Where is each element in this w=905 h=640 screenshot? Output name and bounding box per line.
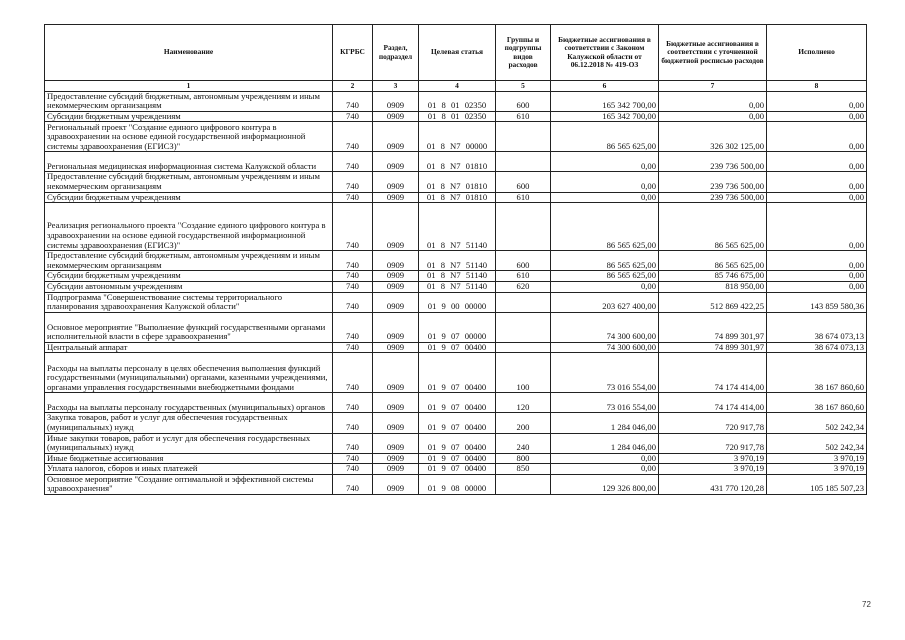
cell-name: Подпрограмма "Совершенствование системы территориального планирования здравоохранения Калужской области" bbox=[45, 292, 333, 312]
cell-target: 01 9 07 00400 bbox=[419, 433, 496, 453]
column-number: 7 bbox=[659, 81, 767, 92]
cell-section: 0909 bbox=[373, 172, 419, 192]
cell-section: 0909 bbox=[373, 122, 419, 152]
cell-target: 01 9 07 00400 bbox=[419, 393, 496, 413]
cell-law: 0,00 bbox=[551, 192, 659, 203]
cell-executed: 143 859 580,36 bbox=[767, 292, 867, 312]
cell-executed: 0,00 bbox=[767, 192, 867, 203]
header-refined: Бюджетные ассигнования в соответствии с уточненной бюджетной росписью расходов bbox=[659, 25, 767, 81]
cell-group: 850 bbox=[496, 464, 551, 475]
cell-section: 0909 bbox=[373, 413, 419, 433]
cell-kgrbs: 740 bbox=[333, 464, 373, 475]
cell-refined: 74 174 414,00 bbox=[659, 393, 767, 413]
cell-executed: 0,00 bbox=[767, 271, 867, 282]
cell-law: 74 300 600,00 bbox=[551, 312, 659, 342]
cell-law: 86 565 625,00 bbox=[551, 122, 659, 152]
cell-kgrbs: 740 bbox=[333, 413, 373, 433]
cell-kgrbs: 740 bbox=[333, 453, 373, 464]
cell-group bbox=[496, 203, 551, 251]
table-row bbox=[45, 342, 867, 353]
cell-group bbox=[496, 152, 551, 172]
cell-refined: 0,00 bbox=[659, 91, 767, 111]
cell-group: 600 bbox=[496, 251, 551, 271]
cell-law: 1 284 046,00 bbox=[551, 433, 659, 453]
cell-section: 0909 bbox=[373, 192, 419, 203]
cell-law: 1 284 046,00 bbox=[551, 413, 659, 433]
cell-name: Предоставление субсидий бюджетным, автономным учреждениям и иным некоммерческим организациям bbox=[45, 91, 333, 111]
cell-refined: 326 302 125,00 bbox=[659, 122, 767, 152]
cell-name: Предоставление субсидий бюджетным, автономным учреждениям и иным некоммерческим организациям bbox=[45, 172, 333, 192]
cell-group bbox=[496, 342, 551, 353]
cell-target: 01 8 N7 01810 bbox=[419, 192, 496, 203]
cell-kgrbs: 740 bbox=[333, 433, 373, 453]
cell-target: 01 8 01 02350 bbox=[419, 111, 496, 122]
cell-refined: 0,00 bbox=[659, 111, 767, 122]
cell-group: 240 bbox=[496, 433, 551, 453]
cell-executed: 0,00 bbox=[767, 122, 867, 152]
cell-section: 0909 bbox=[373, 203, 419, 251]
cell-kgrbs: 740 bbox=[333, 111, 373, 122]
cell-law: 86 565 625,00 bbox=[551, 203, 659, 251]
cell-group: 120 bbox=[496, 393, 551, 413]
cell-name: Центральный аппарат bbox=[45, 342, 333, 353]
cell-kgrbs: 740 bbox=[333, 192, 373, 203]
header-groups: Группы и подгруппы видов расходов bbox=[496, 25, 551, 81]
cell-kgrbs: 740 bbox=[333, 122, 373, 152]
cell-executed: 0,00 bbox=[767, 111, 867, 122]
cell-section: 0909 bbox=[373, 464, 419, 475]
cell-law: 129 326 800,00 bbox=[551, 474, 659, 494]
cell-target: 01 9 00 00000 bbox=[419, 292, 496, 312]
cell-refined: 818 950,00 bbox=[659, 281, 767, 292]
cell-refined: 431 770 120,28 bbox=[659, 474, 767, 494]
cell-kgrbs: 740 bbox=[333, 251, 373, 271]
page-number: 72 bbox=[862, 600, 871, 609]
cell-section: 0909 bbox=[373, 353, 419, 393]
cell-kgrbs: 740 bbox=[333, 312, 373, 342]
cell-refined: 74 899 301,97 bbox=[659, 342, 767, 353]
cell-executed: 0,00 bbox=[767, 172, 867, 192]
cell-executed: 3 970,19 bbox=[767, 453, 867, 464]
cell-target: 01 9 07 00000 bbox=[419, 312, 496, 342]
cell-law: 74 300 600,00 bbox=[551, 342, 659, 353]
cell-target: 01 9 07 00400 bbox=[419, 413, 496, 433]
header-kgrbs: КГРБС bbox=[333, 25, 373, 81]
cell-kgrbs: 740 bbox=[333, 172, 373, 192]
cell-kgrbs: 740 bbox=[333, 353, 373, 393]
cell-law: 203 627 400,00 bbox=[551, 292, 659, 312]
budget-table bbox=[44, 24, 867, 495]
table-row bbox=[45, 312, 867, 342]
cell-executed: 38 674 073,13 bbox=[767, 342, 867, 353]
cell-refined: 74 899 301,97 bbox=[659, 312, 767, 342]
cell-executed: 0,00 bbox=[767, 281, 867, 292]
cell-refined: 3 970,19 bbox=[659, 464, 767, 475]
table-row bbox=[45, 251, 867, 271]
cell-law: 165 342 700,00 bbox=[551, 91, 659, 111]
cell-law: 0,00 bbox=[551, 464, 659, 475]
table-body bbox=[45, 91, 867, 494]
table-row bbox=[45, 393, 867, 413]
cell-target: 01 8 N7 00000 bbox=[419, 122, 496, 152]
table-row bbox=[45, 292, 867, 312]
table-row bbox=[45, 474, 867, 494]
cell-group bbox=[496, 312, 551, 342]
cell-refined: 239 736 500,00 bbox=[659, 192, 767, 203]
cell-executed: 502 242,34 bbox=[767, 433, 867, 453]
cell-section: 0909 bbox=[373, 271, 419, 282]
table-row bbox=[45, 192, 867, 203]
column-number: 6 bbox=[551, 81, 659, 92]
cell-group: 200 bbox=[496, 413, 551, 433]
table-row bbox=[45, 203, 867, 251]
cell-executed: 502 242,34 bbox=[767, 413, 867, 433]
cell-law: 165 342 700,00 bbox=[551, 111, 659, 122]
cell-executed: 0,00 bbox=[767, 251, 867, 271]
cell-target: 01 8 N7 51140 bbox=[419, 281, 496, 292]
cell-target: 01 8 N7 01810 bbox=[419, 172, 496, 192]
cell-refined: 86 565 625,00 bbox=[659, 203, 767, 251]
cell-name: Расходы на выплаты персоналу государственных (муниципальных) органов bbox=[45, 393, 333, 413]
cell-law: 86 565 625,00 bbox=[551, 251, 659, 271]
table-row bbox=[45, 91, 867, 111]
column-number-row bbox=[45, 81, 867, 92]
cell-section: 0909 bbox=[373, 281, 419, 292]
cell-target: 01 8 N7 01810 bbox=[419, 152, 496, 172]
header-name: Наименование bbox=[45, 25, 333, 81]
cell-kgrbs: 740 bbox=[333, 152, 373, 172]
cell-target: 01 8 N7 51140 bbox=[419, 203, 496, 251]
cell-target: 01 9 07 00400 bbox=[419, 464, 496, 475]
cell-name: Субсидии бюджетным учреждениям bbox=[45, 192, 333, 203]
cell-group: 800 bbox=[496, 453, 551, 464]
cell-executed: 0,00 bbox=[767, 203, 867, 251]
cell-section: 0909 bbox=[373, 393, 419, 413]
cell-name: Иные бюджетные ассигнования bbox=[45, 453, 333, 464]
cell-law: 73 016 554,00 bbox=[551, 393, 659, 413]
cell-group: 610 bbox=[496, 271, 551, 282]
cell-section: 0909 bbox=[373, 111, 419, 122]
cell-section: 0909 bbox=[373, 312, 419, 342]
cell-refined: 86 565 625,00 bbox=[659, 251, 767, 271]
cell-executed: 3 970,19 bbox=[767, 464, 867, 475]
cell-section: 0909 bbox=[373, 152, 419, 172]
cell-executed: 0,00 bbox=[767, 91, 867, 111]
cell-section: 0909 bbox=[373, 292, 419, 312]
cell-executed: 0,00 bbox=[767, 152, 867, 172]
table-row bbox=[45, 281, 867, 292]
cell-kgrbs: 740 bbox=[333, 474, 373, 494]
cell-name: Субсидии автономным учреждениям bbox=[45, 281, 333, 292]
cell-group bbox=[496, 122, 551, 152]
cell-kgrbs: 740 bbox=[333, 393, 373, 413]
cell-target: 01 8 N7 51140 bbox=[419, 271, 496, 282]
header-target: Целевая статья bbox=[419, 25, 496, 81]
cell-name: Основное мероприятие "Создание оптимальной и эффективной системы здравоохранения" bbox=[45, 474, 333, 494]
table-row bbox=[45, 464, 867, 475]
table-row bbox=[45, 433, 867, 453]
table-row bbox=[45, 353, 867, 393]
header-law: Бюджетные ассигнования в соответствии с Законом Калужской области от 06.12.2018 № 419-ОЗ bbox=[551, 25, 659, 81]
cell-section: 0909 bbox=[373, 474, 419, 494]
table-row bbox=[45, 453, 867, 464]
cell-group bbox=[496, 474, 551, 494]
cell-refined: 239 736 500,00 bbox=[659, 172, 767, 192]
cell-group bbox=[496, 292, 551, 312]
column-number: 1 bbox=[45, 81, 333, 92]
header-executed: Исполнено bbox=[767, 25, 867, 81]
header-row bbox=[45, 25, 867, 81]
cell-group: 600 bbox=[496, 172, 551, 192]
header-section: Раздел, подраздел bbox=[373, 25, 419, 81]
cell-law: 0,00 bbox=[551, 152, 659, 172]
cell-refined: 720 917,78 bbox=[659, 413, 767, 433]
cell-kgrbs: 740 bbox=[333, 292, 373, 312]
cell-refined: 85 746 675,00 bbox=[659, 271, 767, 282]
column-number: 8 bbox=[767, 81, 867, 92]
cell-section: 0909 bbox=[373, 453, 419, 464]
cell-target: 01 8 01 02350 bbox=[419, 91, 496, 111]
cell-kgrbs: 740 bbox=[333, 281, 373, 292]
cell-executed: 38 167 860,60 bbox=[767, 393, 867, 413]
column-number: 3 bbox=[373, 81, 419, 92]
table-row bbox=[45, 122, 867, 152]
column-number: 4 bbox=[419, 81, 496, 92]
cell-refined: 512 869 422,25 bbox=[659, 292, 767, 312]
cell-section: 0909 bbox=[373, 251, 419, 271]
cell-law: 0,00 bbox=[551, 172, 659, 192]
cell-law: 86 565 625,00 bbox=[551, 271, 659, 282]
cell-law: 73 016 554,00 bbox=[551, 353, 659, 393]
cell-group: 600 bbox=[496, 91, 551, 111]
cell-executed: 38 167 860,60 bbox=[767, 353, 867, 393]
cell-group: 610 bbox=[496, 111, 551, 122]
column-number: 5 bbox=[496, 81, 551, 92]
cell-name: Субсидии бюджетным учреждениям bbox=[45, 271, 333, 282]
cell-name: Реализация регионального проекта "Создание единого цифрового контура в здравоохранении на основе единой государственной информационной системы здравоохранения (ЕГИСЗ)" bbox=[45, 203, 333, 251]
cell-executed: 105 185 507,23 bbox=[767, 474, 867, 494]
cell-name: Субсидии бюджетным учреждениям bbox=[45, 111, 333, 122]
cell-group: 620 bbox=[496, 281, 551, 292]
cell-kgrbs: 740 bbox=[333, 271, 373, 282]
cell-section: 0909 bbox=[373, 91, 419, 111]
table-row bbox=[45, 152, 867, 172]
table-row bbox=[45, 271, 867, 282]
cell-refined: 720 917,78 bbox=[659, 433, 767, 453]
cell-name: Региональная медицинская информационная система Калужской области bbox=[45, 152, 333, 172]
cell-name: Основное мероприятие "Выполнение функций государственными органами исполнительной власти в сфере здравоохранения" bbox=[45, 312, 333, 342]
cell-name: Региональный проект "Создание единого цифрового контура в здравоохранении на основе единой государственной информационной системы здравоохранения (ЕГИСЗ)" bbox=[45, 122, 333, 152]
cell-name: Уплата налогов, сборов и иных платежей bbox=[45, 464, 333, 475]
cell-name: Закупка товаров, работ и услуг для обеспечения государственных (муниципальных) нужд bbox=[45, 413, 333, 433]
cell-group: 100 bbox=[496, 353, 551, 393]
cell-executed: 38 674 073,13 bbox=[767, 312, 867, 342]
cell-refined: 74 174 414,00 bbox=[659, 353, 767, 393]
cell-kgrbs: 740 bbox=[333, 342, 373, 353]
cell-refined: 3 970,19 bbox=[659, 453, 767, 464]
cell-group: 610 bbox=[496, 192, 551, 203]
column-number: 2 bbox=[333, 81, 373, 92]
table-row bbox=[45, 413, 867, 433]
cell-target: 01 9 07 00400 bbox=[419, 353, 496, 393]
cell-section: 0909 bbox=[373, 433, 419, 453]
cell-law: 0,00 bbox=[551, 281, 659, 292]
cell-target: 01 9 07 00400 bbox=[419, 342, 496, 353]
cell-name: Иные закупки товаров, работ и услуг для обеспечения государственных (муниципальных) нужд bbox=[45, 433, 333, 453]
cell-target: 01 9 08 00000 bbox=[419, 474, 496, 494]
cell-name: Предоставление субсидий бюджетным, автономным учреждениям и иным некоммерческим организациям bbox=[45, 251, 333, 271]
cell-law: 0,00 bbox=[551, 453, 659, 464]
cell-target: 01 9 07 00400 bbox=[419, 453, 496, 464]
table-row bbox=[45, 111, 867, 122]
cell-kgrbs: 740 bbox=[333, 91, 373, 111]
cell-name: Расходы на выплаты персоналу в целях обеспечения выполнения функций государственными (муниципальными) органами, казенными учреждениями, органами управления государственными внебюджетными фондами bbox=[45, 353, 333, 393]
cell-target: 01 8 N7 51140 bbox=[419, 251, 496, 271]
cell-refined: 239 736 500,00 bbox=[659, 152, 767, 172]
cell-kgrbs: 740 bbox=[333, 203, 373, 251]
table-row bbox=[45, 172, 867, 192]
cell-section: 0909 bbox=[373, 342, 419, 353]
